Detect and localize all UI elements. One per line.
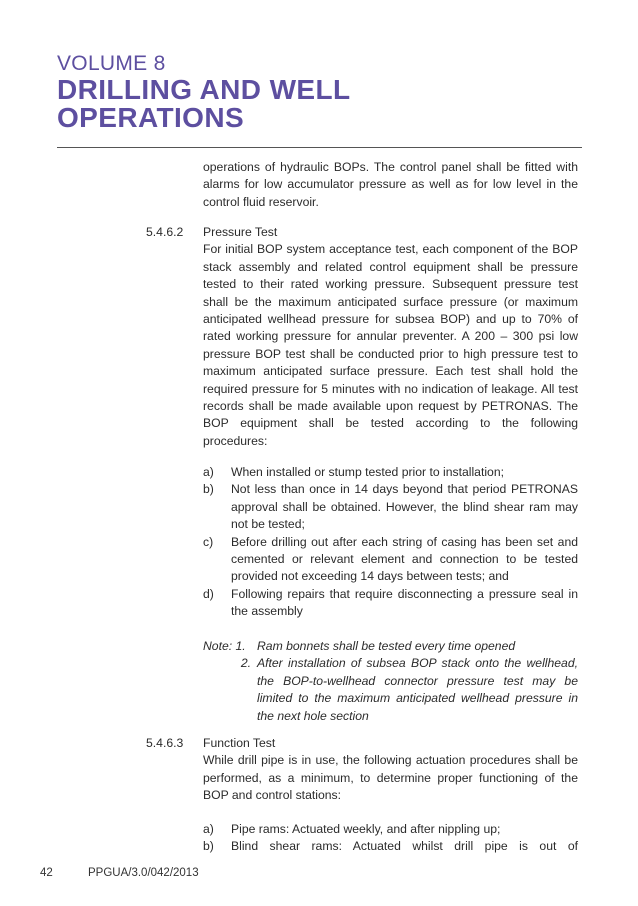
list-item-text: Pipe rams: Actuated weekly, and after nippling up; [231, 822, 501, 836]
list-item [203, 838, 578, 855]
list-item [203, 586, 578, 621]
note-text: Ram bonnets shall be tested every time opened [257, 639, 516, 653]
list-item-label: b) [203, 839, 214, 854]
section-function-test [203, 735, 578, 805]
list-item-text: Following repairs that require disconnecting a pressure seal in the assembly [231, 586, 578, 619]
section-pressure-test [203, 224, 578, 450]
note-prefix: Note: 1. [203, 639, 246, 653]
list-item-text: Blind shear rams: Actuated whilst drill pipe is out of [231, 839, 578, 854]
page-number: 42 [40, 867, 53, 879]
intro-paragraph: operations of hydraulic BOPs. The control panel shall be fitted with alarms for low accumulator pressure as well as for low level in the control fluid reservoir. [203, 160, 578, 209]
note-text: After installation of subsea BOP stack onto the wellhead, the BOP-to-wellhead connector pressure test may be limited to the maximum anticipated wellhead pressure in the next hole section [257, 656, 578, 723]
document-title-line-1: DRILLING AND WELL [57, 74, 351, 105]
volume-label: VOLUME 8 [57, 52, 166, 75]
pressure-test-notes [203, 638, 578, 725]
function-test-procedure-list [203, 821, 578, 856]
pressure-test-procedure-list [203, 464, 578, 621]
list-item [203, 464, 578, 481]
list-item-label: d) [203, 586, 214, 601]
pressure-test-paragraph: For initial BOP system acceptance test, each component of the BOP stack assembly and related control equipment shall be pressure tested to their rated working pressure. Subsequent pressure test shall be the maximum anticipated surface pressure (or maximum anticipated wellhead pressure for subsea BOP) and up to 70% of rated working pressure for annular preventer. A 200 – 300 psi low pressure BOP test shall be conducted prior to high pressure test to maximum anticipated surface pressure. Each test shall hold the required pressure for 5 minutes with no indication of leakage. All test records shall be made available upon request by PETRONAS. The BOP equipment shall be tested according to the following procedures: [203, 242, 578, 448]
list-item-label: b) [203, 482, 214, 497]
list-item [203, 481, 578, 533]
note-item [203, 638, 578, 655]
header-divider [57, 147, 582, 148]
list-item-label: c) [203, 534, 214, 549]
list-item-label: a) [203, 822, 214, 836]
list-item [203, 534, 578, 586]
page-header [57, 52, 587, 132]
section-title-pressure-test: Pressure Test [203, 225, 278, 239]
list-item-text: When installed or stump tested prior to installation; [231, 465, 504, 479]
list-item [203, 821, 578, 838]
document-code: PPGUA/3.0/042/2013 [88, 867, 199, 879]
note-prefix: 2. [240, 656, 251, 671]
document-title-line-2: OPERATIONS [57, 102, 245, 133]
section-number-pressure-test: 5.4.6.2 [146, 225, 184, 239]
section-number-function-test: 5.4.6.3 [146, 736, 184, 750]
function-test-paragraph: While drill pipe is in use, the following actuation procedures shall be performed, as a minimum, to determine proper functioning of the BOP and control stations: [203, 753, 578, 803]
list-item-text: Before drilling out after each string of casing has been set and cemented or relevant element and connection to be tested provided not exceeding 14 days between tests; and [231, 534, 578, 584]
note-item [203, 655, 578, 725]
list-item-label: a) [203, 465, 214, 479]
list-item-text: Not less than once in 14 days beyond that period PETRONAS approval shall be obtained. However, the blind shear ram may not be tested; [231, 482, 578, 532]
section-title-function-test: Function Test [203, 736, 276, 750]
